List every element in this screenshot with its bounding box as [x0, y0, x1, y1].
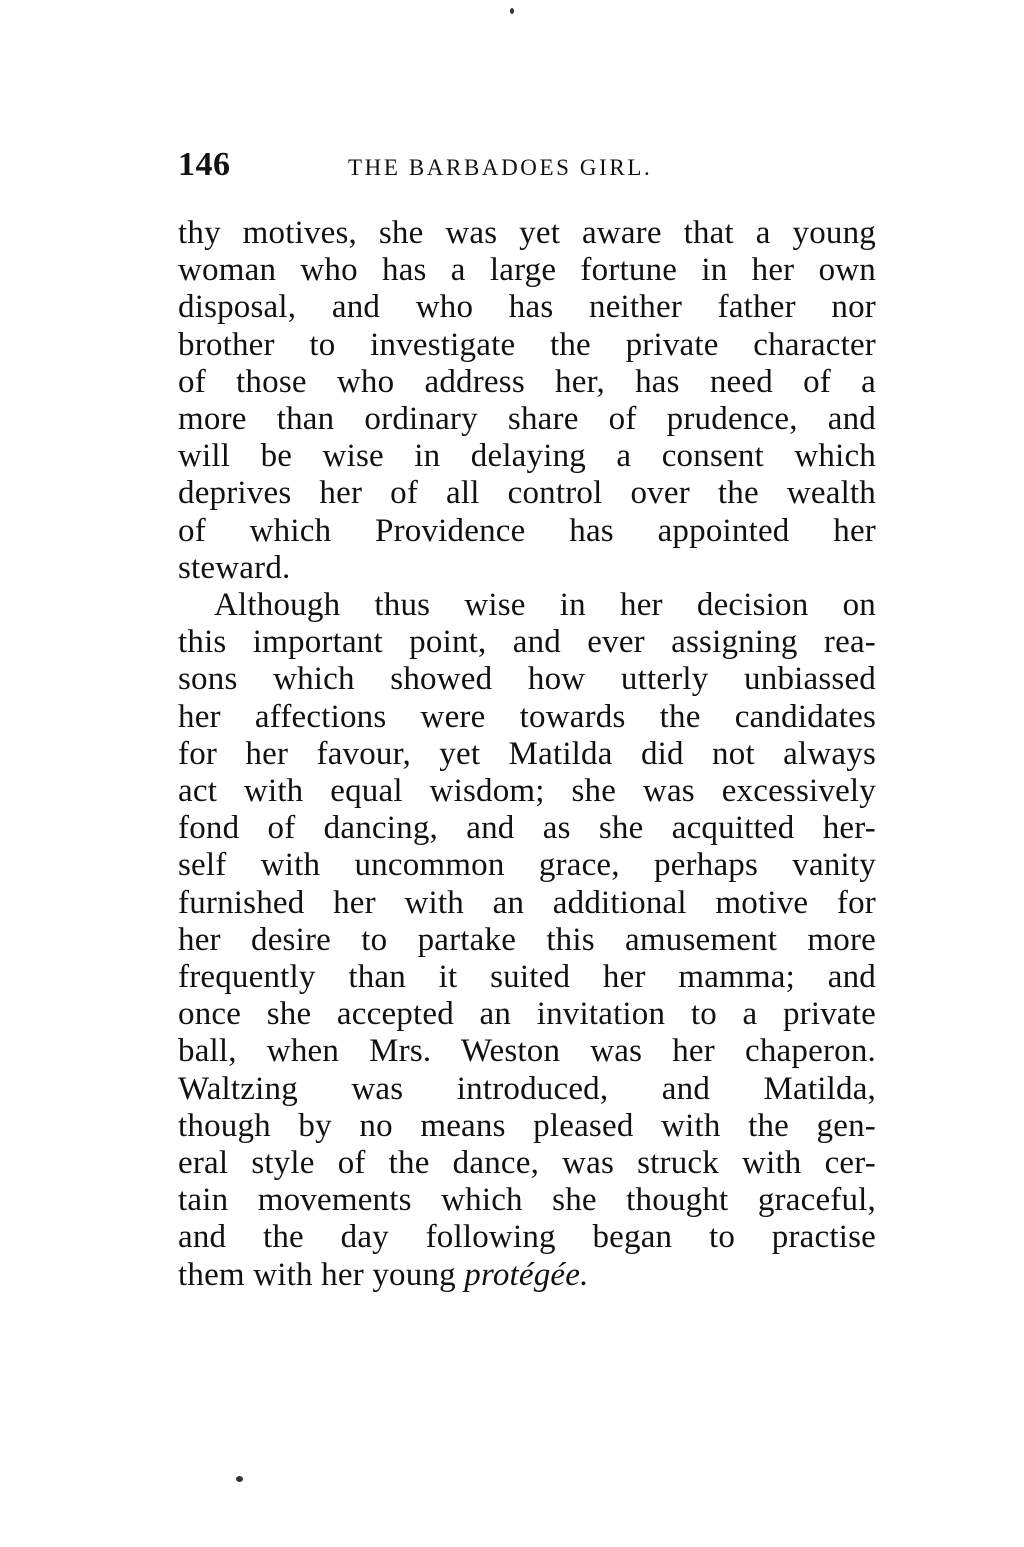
text-line: and the day following began to practise: [178, 1219, 876, 1256]
paragraph-1: [178, 215, 876, 587]
final-text-line: [178, 1257, 876, 1294]
text-line: fond of dancing, and as she acquitted her-: [178, 810, 876, 847]
text-line: brother to investigate the private character: [178, 326, 876, 363]
text-line: Although thus wise in her decision on: [214, 587, 876, 624]
text-line: steward.: [178, 549, 291, 586]
text-line: this important point, and ever assigning rea-: [178, 624, 876, 661]
text-line: deprives her of all control over the wealth: [178, 475, 876, 512]
body-text: [178, 215, 876, 1294]
text-line: more than ordinary share of prudence, and: [178, 401, 876, 438]
book-title: THE BARBADOES GIRL.: [348, 155, 653, 180]
ink-speck: [236, 1476, 243, 1482]
text-line: frequently than it suited her mamma; and: [178, 959, 876, 996]
text-line: act with equal wisdom; she was excessively: [178, 773, 876, 810]
text-line: disposal, and who has neither father nor: [178, 289, 876, 326]
text-line: of those who address her, has need of a: [178, 363, 876, 400]
text-line: will be wise in delaying a consent which: [178, 438, 876, 475]
text-line: thy motives, she was yet aware that a young: [178, 215, 876, 251]
text-line: her desire to partake this amusement more: [178, 921, 876, 958]
text-line: for her favour, yet Matilda did not always: [178, 735, 876, 772]
text-line: eral style of the dance, was struck with cer-: [178, 1145, 876, 1182]
text-line: ball, when Mrs. Weston was her chaperon.: [178, 1033, 876, 1070]
page-number: 146: [178, 146, 231, 183]
ink-speck: [510, 8, 514, 14]
running-header: [178, 146, 878, 190]
text-line: her affections were towards the candidates: [178, 698, 876, 735]
text-line: tain movements which she thought graceful,: [178, 1182, 876, 1219]
text-line: woman who has a large fortune in her own: [178, 252, 876, 289]
paragraph-2: [178, 587, 876, 1294]
text-line: self with uncommon grace, perhaps vanity: [178, 847, 876, 884]
text-line: furnished her with an additional motive for: [178, 884, 876, 921]
final-line-text: them with her young: [178, 1256, 465, 1293]
text-line: sons which showed how utterly unbiassed: [178, 661, 876, 698]
text-line: though by no means pleased with the gen-: [178, 1107, 876, 1144]
text-line: once she accepted an invitation to a private: [178, 996, 876, 1033]
text-line: Waltzing was introduced, and Matilda,: [178, 1070, 876, 1107]
text-line: of which Providence has appointed her: [178, 512, 876, 549]
italic-word: protégée.: [464, 1256, 589, 1293]
